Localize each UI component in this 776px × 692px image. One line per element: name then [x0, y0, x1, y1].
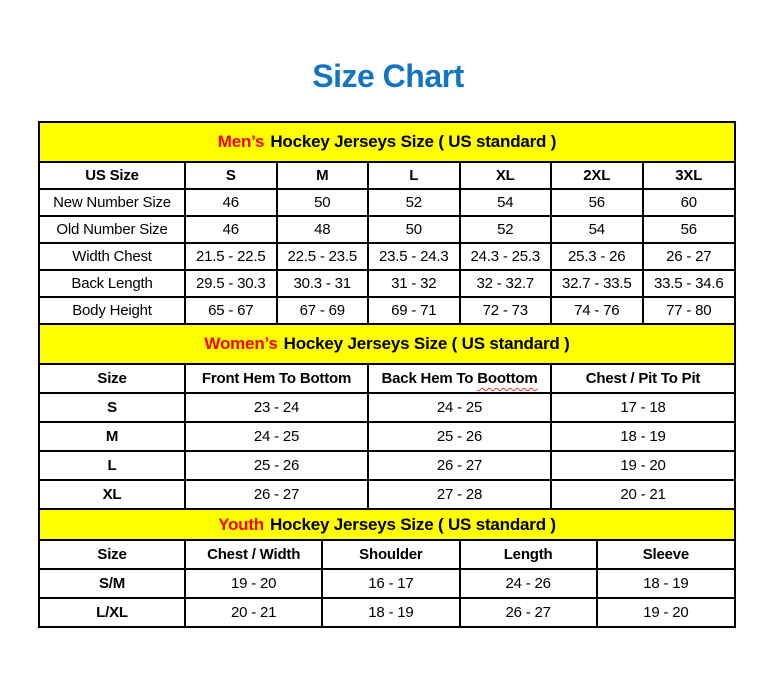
- size-value-cell: 18 - 19: [597, 569, 734, 598]
- size-value-cell: 74 - 76: [551, 297, 643, 324]
- size-value-cell: 46: [185, 216, 277, 243]
- size-value-cell: 20 - 21: [551, 480, 734, 509]
- table-row: [40, 451, 734, 480]
- size-value-cell: 25.3 - 26: [551, 243, 643, 270]
- mens-size-table: [40, 163, 734, 325]
- column-header: Size: [40, 365, 185, 393]
- size-value-cell: 27 - 28: [368, 480, 551, 509]
- column-header-text: Back Hem To: [381, 370, 478, 387]
- size-value-cell: 25 - 26: [368, 422, 551, 451]
- size-value-cell: 24.3 - 25.3: [460, 243, 552, 270]
- size-value-cell: 23.5 - 24.3: [368, 243, 460, 270]
- column-header: Chest / Pit To Pit: [551, 365, 734, 393]
- size-value-cell: 32 - 32.7: [460, 270, 552, 297]
- womens-size-table: [40, 365, 734, 510]
- column-header: 2XL: [551, 163, 643, 189]
- table-row: [40, 569, 734, 598]
- row-label: Width Chest: [40, 243, 185, 270]
- row-label: S/M: [40, 569, 185, 598]
- youth-size-table: [40, 541, 734, 626]
- column-header: Shoulder: [322, 541, 459, 569]
- size-value-cell: 52: [368, 189, 460, 216]
- row-label: New Number Size: [40, 189, 185, 216]
- womens-banner-text: Hockey Jerseys Size ( US standard ): [283, 334, 570, 353]
- size-chart-tables: [38, 121, 736, 628]
- size-value-cell: 69 - 71: [368, 297, 460, 324]
- table-header-row: [40, 365, 734, 393]
- size-value-cell: 16 - 17: [322, 569, 459, 598]
- size-value-cell: 19 - 20: [643, 604, 689, 621]
- size-value-cell: 48: [277, 216, 369, 243]
- row-label: Back Length: [40, 270, 185, 297]
- size-value-cell: 18 - 19: [551, 422, 734, 451]
- row-label: L: [40, 451, 185, 480]
- size-value-cell: 56: [551, 189, 643, 216]
- table-row: [40, 480, 734, 509]
- size-value-cell: 29.5 - 30.3: [185, 270, 277, 297]
- column-header: Sleeve: [597, 541, 734, 569]
- size-value-cell: 65 - 67: [185, 297, 277, 324]
- column-header: 3XL: [643, 163, 735, 189]
- size-value-cell: 67 - 69: [277, 297, 369, 324]
- column-header: Size: [40, 541, 185, 569]
- size-value-cell: 54: [460, 189, 552, 216]
- size-value-cell: 50: [368, 216, 460, 243]
- table-header-row: [40, 163, 734, 189]
- size-value-cell: 24 - 25: [368, 393, 551, 422]
- size-value-cell: 19 - 20: [551, 451, 734, 480]
- size-value-cell: 24 - 25: [185, 422, 368, 451]
- column-header: Length: [460, 541, 597, 569]
- size-value-cell: 23 - 24: [185, 393, 368, 422]
- size-value-cell: 26 - 27: [643, 243, 735, 270]
- mens-banner-highlight: Men’s: [217, 132, 265, 151]
- size-value-cell: 26 - 27: [460, 598, 597, 626]
- column-header: S: [185, 163, 277, 189]
- womens-banner-highlight: Women’s: [204, 334, 278, 353]
- size-value-cell: 30.3 - 31: [277, 270, 369, 297]
- row-label: XL: [40, 480, 185, 509]
- size-value-cell: 72 - 73: [460, 297, 552, 324]
- size-value-cell: 25 - 26: [185, 451, 368, 480]
- size-value-cell: 32.7 - 33.5: [551, 270, 643, 297]
- column-header: M: [277, 163, 369, 189]
- table-row: [40, 422, 734, 451]
- size-value-cell: 54: [551, 216, 643, 243]
- mens-banner-text: Hockey Jerseys Size ( US standard ): [270, 132, 557, 151]
- size-value-cell: 24 - 26: [460, 569, 597, 598]
- size-value-cell: 77 - 80: [643, 297, 735, 324]
- column-header: L: [368, 163, 460, 189]
- mens-section-banner: [40, 123, 734, 163]
- youth-section-banner: [40, 510, 734, 541]
- table-row: [40, 393, 734, 422]
- size-value-cell: 18 - 19: [322, 598, 459, 626]
- table-row: [40, 216, 734, 243]
- size-value-cell: 52: [460, 216, 552, 243]
- size-value-cell: 26 - 27: [185, 480, 368, 509]
- size-value-cell: 60: [643, 189, 735, 216]
- row-label: S: [40, 393, 185, 422]
- youth-banner-text: Hockey Jerseys Size ( US standard ): [269, 514, 556, 534]
- column-header: XL: [460, 163, 552, 189]
- table-row: [40, 270, 734, 297]
- column-header: Chest / Width: [185, 541, 322, 569]
- size-value-cell: 21.5 - 22.5: [185, 243, 277, 270]
- size-value-cell: 50: [277, 189, 369, 216]
- row-label: Body Height: [40, 297, 185, 324]
- column-header: Front Hem To Bottom: [185, 365, 368, 393]
- row-label: Old Number Size: [40, 216, 185, 243]
- size-value-cell: 31 - 32: [368, 270, 460, 297]
- size-value-cell: 22.5 - 23.5: [277, 243, 369, 270]
- table-row: [40, 297, 734, 324]
- column-header: US Size: [40, 163, 185, 189]
- row-label: M: [40, 422, 185, 451]
- page-title: Size Chart: [312, 58, 464, 94]
- size-value-cell: 33.5 - 34.6: [643, 270, 735, 297]
- table-row: [40, 598, 734, 626]
- size-value-cell: 19 - 20: [185, 569, 322, 598]
- table-header-row: [40, 541, 734, 569]
- misspelled-word-squiggle: Boottom: [477, 370, 538, 387]
- womens-section-banner: [40, 325, 734, 365]
- size-value-cell: 20 - 21: [185, 598, 322, 626]
- column-header: [368, 365, 551, 393]
- table-row: [40, 189, 734, 216]
- size-value-cell: 26 - 27: [368, 451, 551, 480]
- youth-banner-highlight: Youth: [218, 514, 264, 534]
- size-value-cell: 56: [643, 216, 735, 243]
- table-row: [40, 243, 734, 270]
- row-label: L/XL: [40, 598, 185, 626]
- size-value-cell: 46: [185, 189, 277, 216]
- size-value-cell: 17 - 18: [551, 393, 734, 422]
